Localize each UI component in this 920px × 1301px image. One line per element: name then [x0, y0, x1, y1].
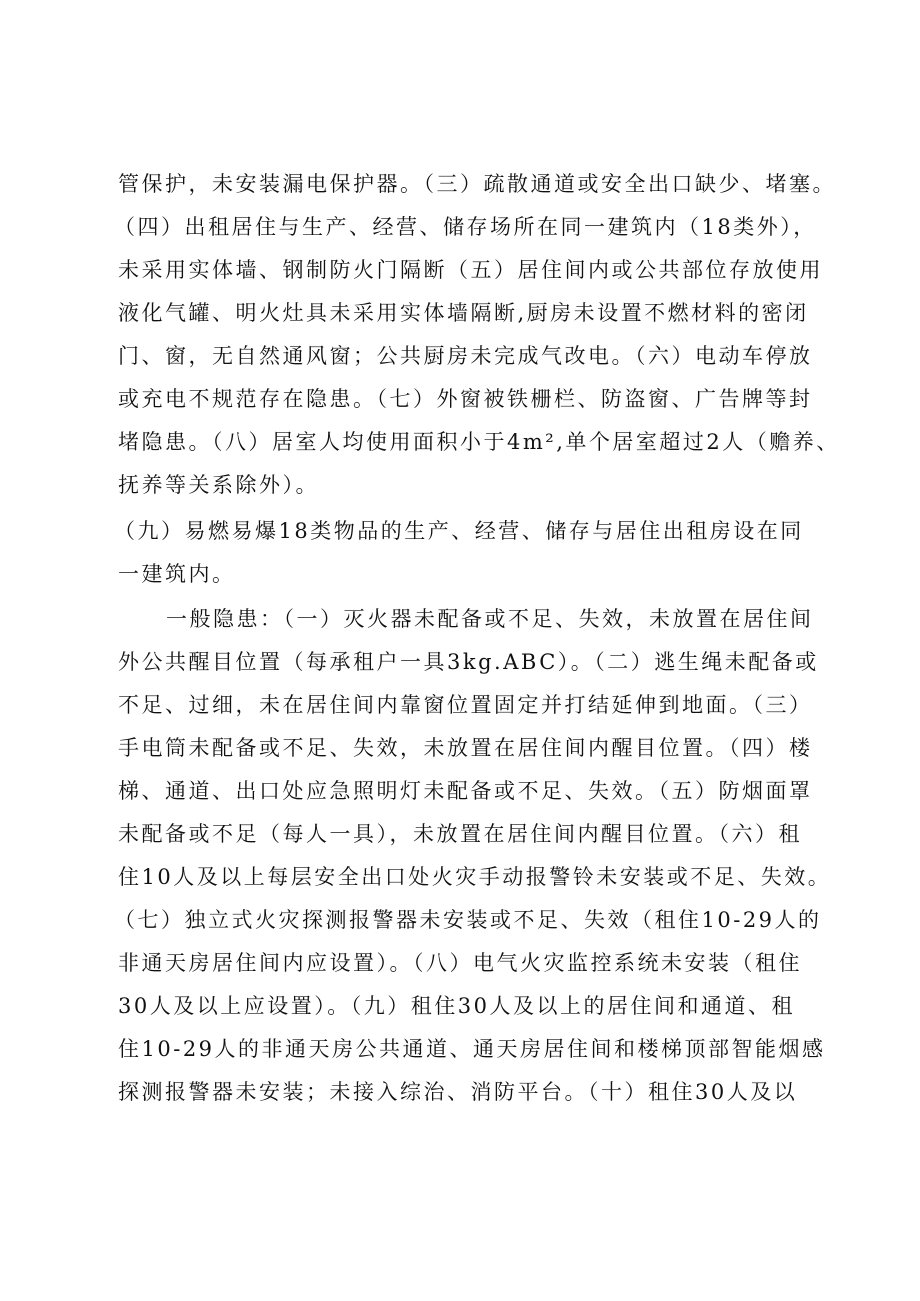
text-line: 不足、过细，未在居住间内靠窗位置固定并打结延伸到地面。（三）	[118, 693, 813, 717]
text-line: 30人及以上应设置）。（九）租住30人及以上的居住间和通道、租	[118, 994, 795, 1018]
text-line: 一般隐患：（一）灭火器未配备或不足、失效，未放置在居住间	[166, 607, 814, 631]
text-line: 门、窗，无自然通风窗；公共厨房未完成气改电。（六）电动车停放	[118, 344, 813, 368]
text-line: 手电筒未配备或不足、失效，未放置在居住间内醒目位置。（四）楼	[118, 736, 813, 760]
text-line: （九）易燃易爆18类物品的生产、经营、储存与居住出租房设在同	[114, 519, 804, 543]
text-line: 非通天房居住间内应设置）。（八）电气火灾监控系统未安装（租住	[118, 951, 802, 975]
text-line: 堵隐患。（八）居室人均使用面积小于4m²,单个居室超过2人（赡养、	[118, 430, 840, 454]
text-line: （四）出租居住与生产、经营、储存场所在同一建筑内（18类外），	[114, 215, 817, 239]
text-line: 未采用实体墙、钢制防火门隔断（五）居住间内或公共部位存放使用	[118, 258, 823, 282]
text-line: 住10人及以上每层安全出口处火灾手动报警铃未安装或不足、失效。	[118, 865, 832, 889]
text-line: 梯、通道、出口处应急照明灯未配备或不足、失效。（五）防烟面罩	[118, 779, 813, 803]
text-line: 管保护，未安装漏电保护器。（三）疏散通道或安全出口缺少、堵塞。	[118, 172, 836, 196]
text-line: 液化气罐、明火灶具未采用实体墙隔断,厨房未设置不燃材料的密闭	[118, 301, 809, 325]
text-line: 或充电不规范存在隐患。（七）外窗被铁栅栏、防盗窗、广告牌等封	[118, 387, 813, 411]
text-line: 一建筑内。	[118, 562, 236, 586]
text-line: 未配备或不足（每人一具），未放置在居住间内醒目位置。（六）租	[118, 822, 802, 846]
text-line: 抚养等关系除外）。	[118, 473, 319, 497]
text-line: （七）独立式火灾探测报警器未安装或不足、失效（租住10-29人的	[114, 908, 822, 932]
text-line: 外公共醒目位置（每承租户一具3kg.ABC）。（二）逃生绳未配备或	[118, 650, 819, 674]
text-line: 探测报警器未安装；未接入综治、消防平台。（十）租住30人及以	[118, 1080, 798, 1104]
text-line: 住10-29人的非通天房公共通道、通天房居住间和楼梯顶部智能烟感	[118, 1037, 826, 1061]
